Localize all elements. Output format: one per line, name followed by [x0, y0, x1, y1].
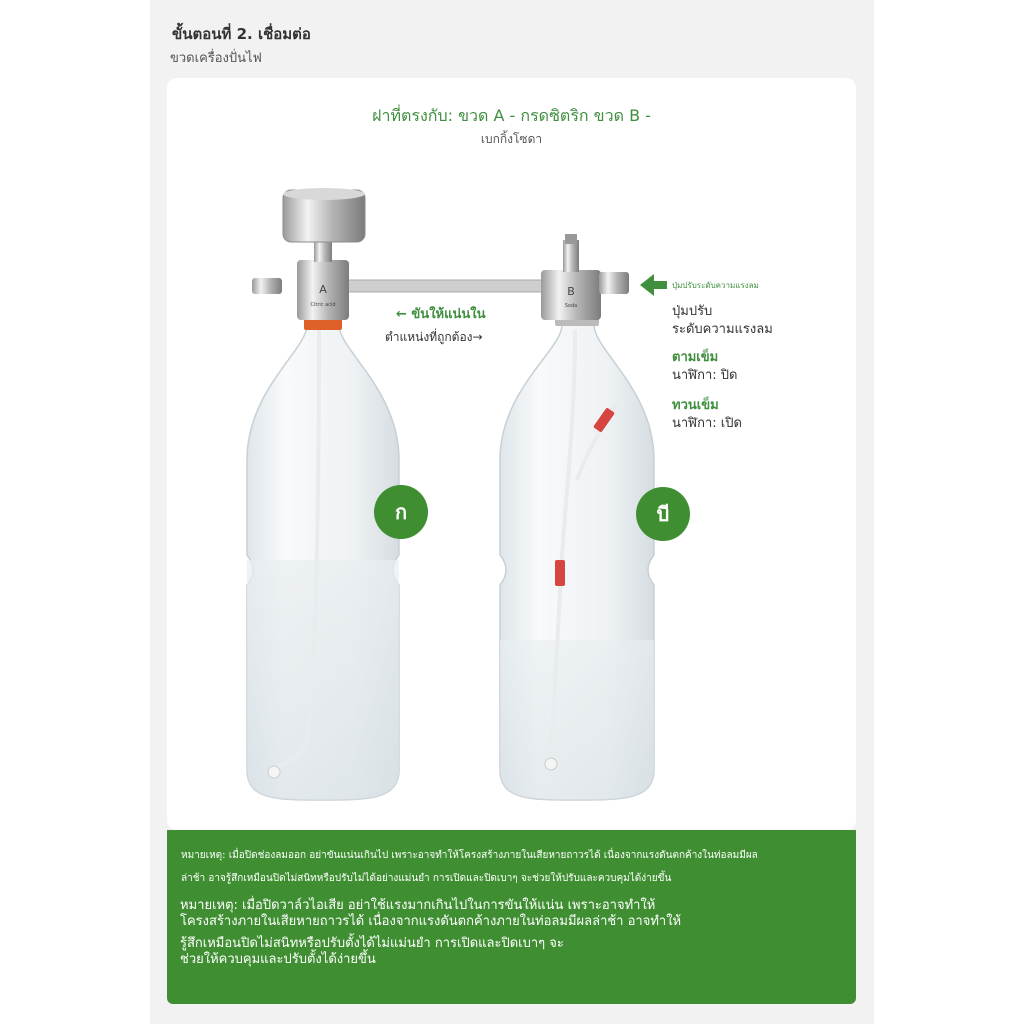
pressure-arrow-label: ปุ่มปรับระดับความแรงลม	[672, 281, 759, 290]
note-small-line1: หมายเหตุ: เมื่อปิดช่องลมออก อย่าขันแน่นเกินไป เพราะอาจทำให้โครงสร้างภายในเสียหายถาวรได้ เนื่องจากแรงดันตกค้างในท่อลมมีผล	[181, 850, 758, 861]
arrow-left-icon	[640, 274, 654, 296]
adjust-knob-label-line2: ระดับความแรงลม	[672, 322, 773, 337]
bottle-b-cap-text: Soda	[564, 303, 578, 309]
caption-title: ฝาที่ตรงกับ: ขวด A - กรดซิตริก ขวด B -	[372, 106, 651, 125]
step-subtitle: ขวดเครื่องปั่นไฟ	[170, 51, 262, 66]
step-title: ขั้นตอนที่ 2. เชื่อมต่อ	[172, 25, 311, 43]
counterclockwise-label-line1: ทวนเข็ม	[672, 398, 719, 413]
pressure-knob	[599, 272, 629, 294]
bottle-a-cap-text: Citric acid	[310, 302, 336, 308]
caption-subtitle: เบกกิ้งโซดา	[480, 132, 543, 146]
bottle-illustration	[167, 160, 856, 830]
note-large-line4: ช่วยให้ควบคุมและปรับตั้งได้ง่ายขึ้น	[180, 952, 376, 967]
adjust-knob-label-line1: ปุ่มปรับ	[672, 304, 713, 319]
bottle-a-badge: ก	[374, 485, 428, 539]
bottle-b	[500, 234, 654, 800]
tighten-label: ← ขันให้แน่นใน	[396, 307, 486, 322]
note-small-line2: ล่าช้า อาจรู้สึกเหมือนปิดไม่สนิทหรือปรับไม่ได้อย่างแม่นยำ การเปิดและปิดเบาๆ จะช่วยให้ปรับและควบคุมได้ง่ายขึ้น	[181, 873, 672, 884]
counterclockwise-label-line2: นาฬิกา: เปิด	[672, 416, 742, 431]
bottle-a-cap-letter: A	[319, 283, 327, 296]
note-large-line2: โครงสร้างภายในเสียหายถาวรได้ เนื่องจากแรงดันตกค้างภายในท่อลมมีผลล่าช้า อาจทำให้	[180, 914, 682, 929]
bottle-b-badge: บี	[636, 487, 690, 541]
bottle-b-cap-letter: B	[567, 285, 575, 298]
note-large-line3: รู้สึกเหมือนปิดไม่สนิทหรือปรับตั้งได้ไม่แม่นยำ การเปิดและปิดเบาๆ จะ	[180, 936, 564, 951]
position-label: ตำแหน่งที่ถูกต้อง→	[385, 330, 483, 344]
clockwise-label-line2: นาฬิกา: ปิด	[672, 368, 738, 383]
arrow-shaft	[653, 281, 667, 289]
note-large-line1: หมายเหตุ: เมื่อปิดวาล์วไอเสีย อย่าใช้แรงมากเกินไปในการขันให้แน่น เพราะอาจทำให้	[180, 898, 656, 913]
clockwise-label-line1: ตามเข็ม	[672, 350, 719, 365]
